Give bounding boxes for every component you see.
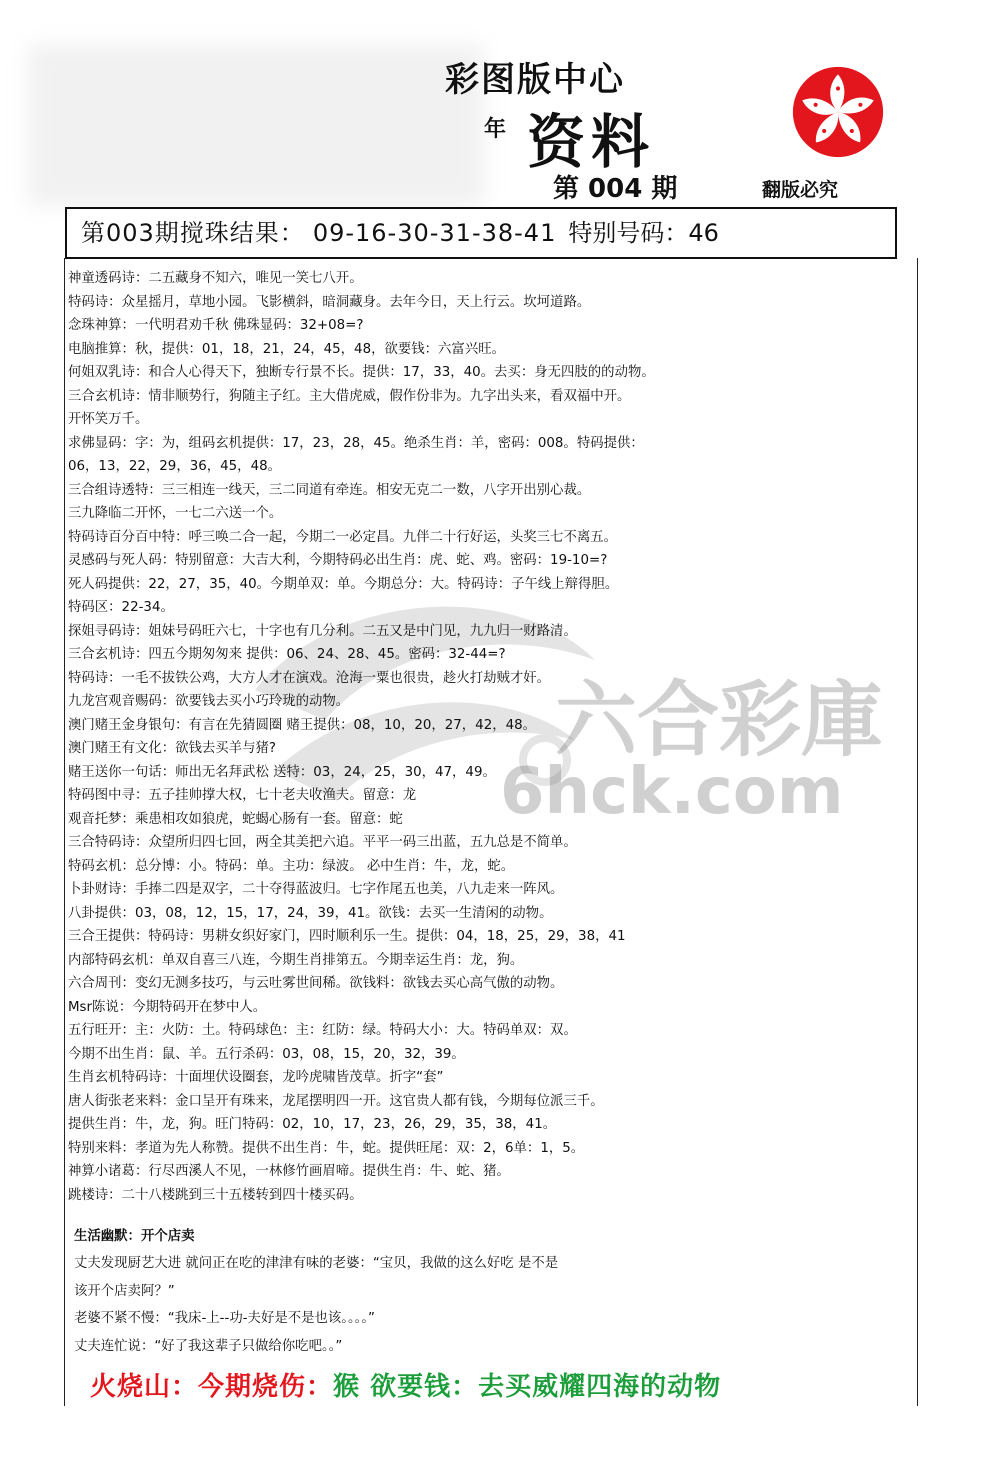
text-line: 特码诗：众星摇月，草地小园。飞影横斜，暗洞藏身。去年今日，天上行云。坎坷道路。 [68, 294, 591, 310]
text-line: 九龙宫观音赐码：欲要钱去买小巧玲珑的动物。 [68, 694, 350, 709]
text-line: 06，13，22，29，36，45，48。 [68, 459, 282, 474]
text-line: 提供生肖：牛，龙，狗。旺门特码：02，10，17，23，26，29，35，38，41。 [68, 1117, 557, 1132]
header-year-char: 年 [484, 116, 507, 142]
text-line: 神童透码诗：二五藏身不知六，唯见一笑七八开。 [68, 271, 363, 286]
text-line: Msr陈说：今期特码开在梦中人。 [68, 999, 267, 1015]
draw-result-bar [65, 207, 897, 259]
humor-line: 老婆不紧不慢：“我床-上--功-夫好是不是也该。。。。” [74, 1311, 375, 1326]
bauhinia-flower-icon [791, 65, 885, 159]
text-line: 特码玄机：总分博：小。特码：单。主功：绿波。 必中生肖：牛，龙，蛇。 [68, 858, 515, 874]
text-line: 澳门赌王金身银句：有言在先猜圆圈 赌王提供：08，10，20，27，42，48。 [68, 717, 537, 733]
text-line: 内部特码玄机：单双自喜三八连，今期生肖排第五。今期幸运生肖：龙，狗。 [68, 952, 524, 968]
watermark-url: 6hck.com [500, 755, 844, 829]
text-line: 探姐寻码诗：姐妹号码旺六七，十字也有几分利。二五又是中门见，九九归一财路清。 [68, 623, 577, 639]
humor-line: 丈夫连忙说：“好了我这辈子只做给你吃吧。。” [74, 1339, 343, 1354]
humor-line: 该开个店卖阿？” [74, 1284, 175, 1299]
text-line: 三合王提供：特码诗：男耕女织好家门，四时顺利乐一生。提供：04，18，25，29，38，41 [68, 929, 626, 944]
result-numbers: 09-16-30-31-38-41 [312, 219, 557, 247]
text-line: 特码图中寻：五子挂帅撑大权，七十老夫收渔夫。留意：龙 [68, 788, 417, 803]
text-line: 特码诗百分百中特：呼三唤二合一起，今期二一必定昌。九伴二十行好运，头奖三七不离五。 [68, 529, 618, 545]
result-label: 第003期搅珠结果： [81, 219, 305, 247]
text-line: 电脑推算：秋，提供：01，18，21，24，45，48，欲要钱：六富兴旺。 [68, 341, 505, 357]
footer-hint: 欲要钱：去买威耀四海的动物 [370, 1372, 722, 1402]
text-line: 生肖玄机特码诗：十面埋伏设圈套，龙吟虎啸皆茂草。折字“套” [68, 1070, 444, 1085]
footer-animal: 猴 [333, 1372, 361, 1402]
prediction-lines [68, 267, 912, 1207]
text-line: 三合玄机诗：情非顺势行，狗随主子红。主大借虎威，假作份非为。九字出头来，看双福中开。 [68, 388, 631, 404]
text-line: 灵感码与死人码：特别留意：大吉大利，今期特码必出生肖：虎、蛇、鸡。密码：19-10=? [68, 553, 608, 568]
text-line: 跳楼诗：二十八楼跳到三十五楼转到四十楼买码。 [68, 1187, 363, 1203]
text-line: 三九降临二开怀，一七二六送一个。 [68, 506, 283, 521]
special-number: 特别号码：46 [568, 219, 719, 247]
text-line: 六合周刊：变幻无测多技巧，与云吐雾世间稀。欲钱料：欲钱去买心高气傲的动物。 [68, 976, 564, 991]
text-line: 三合组诗透特：三三相连一线天，三二同道有牵连。相安无克二一数，八字开出别心裁。 [68, 482, 591, 498]
text-line: 开怀笑万千。 [68, 412, 149, 427]
text-line: 特别来料：孝道为先人称赞。提供不出生肖：牛，蛇。提供旺尾：双：2，6单：1，5。 [68, 1140, 585, 1156]
text-line: 观音托梦：乘患相攻如狼虎，蛇蝎心肠有一套。留意：蛇 [68, 811, 403, 827]
footer-label: 火烧山：今期烧伤： [90, 1372, 334, 1402]
text-line: 澳门赌王有文化：欲钱去买羊与猪? [68, 741, 276, 756]
text-line: 三合玄机诗：四五今期匆匆来 提供：06、24、28、45。密码：32-44=? [68, 647, 506, 662]
text-line: 唐人街张老来料：金口呈开有珠来，龙尾摆明四一开。这官贵人都有钱，今期每位派三千。 [68, 1093, 604, 1109]
text-line: 赌王送你一句话：师出无名拜武松 送特：03，24，25，30，47，49。 [68, 764, 496, 780]
text-line: 特码诗：一毛不拔铁公鸡，大方人才在演戏。沧海一粟也很贵，趁火打劫贼才奸。 [68, 670, 551, 686]
issue-number: 第 004 期 [553, 174, 678, 204]
humor-title: 生活幽默：开个店卖 [74, 1229, 195, 1244]
text-line: 神算小诸葛：行尽西溪人不见，一林修竹画眉啼。提供生肖：牛、蛇、猪。 [68, 1164, 510, 1179]
text-line: 三合特码诗：众望所归四七回，两全其美把六追。平平一码三出蓝，五九总是不简单。 [68, 835, 577, 850]
blurred-corner [28, 45, 484, 205]
watermark-text: 六合彩庫 [555, 672, 884, 768]
text-line: 五行旺开：主：火防：土。特码球色：主：红防：绿。特码大小：大。特码单双：双。 [68, 1023, 577, 1038]
footer-banner [90, 1366, 721, 1403]
text-line: 念珠神算：一代明君劝千秋 佛珠显码：32+08=? [68, 318, 364, 333]
text-line: 求佛显码：字：为，组码玄机提供：17，23，28，45。绝杀生肖：羊，密码：008。特码提供： [68, 435, 644, 451]
header-title: 彩图版中心 [445, 60, 625, 100]
copyright-notice: 翻版必究 [762, 179, 839, 201]
humor-line: 丈夫发现厨艺大进 就问正在吃的津津有味的老婆：“宝贝，我做的这么好吃 是不是 [74, 1256, 559, 1271]
header-main-title: 资料 [527, 108, 656, 176]
text-line: 特码区：22-34。 [68, 600, 174, 615]
text-line: 今期不出生肖：鼠、羊。五行杀码：03，08，15，20，32，39。 [68, 1046, 465, 1062]
text-line: 卜卦财诗：手捧二四是双字，二十夺得蓝波归。七字作尾五也美，八九走来一阵风。 [68, 882, 564, 897]
text-line: 八卦提供：03，08，12，15，17，24，39，41。欲钱：去买一生清闲的动物。 [68, 905, 553, 921]
text-line: 死人码提供：22，27，35，40。今期单双：单。今期总分：大。特码诗：子午线上辩得胆。 [68, 576, 619, 592]
text-line: 何姐双乳诗：和合人心得天下，独断专行景不长。提供：17，33，40。去买：身无四肢的的动物。 [68, 365, 655, 380]
